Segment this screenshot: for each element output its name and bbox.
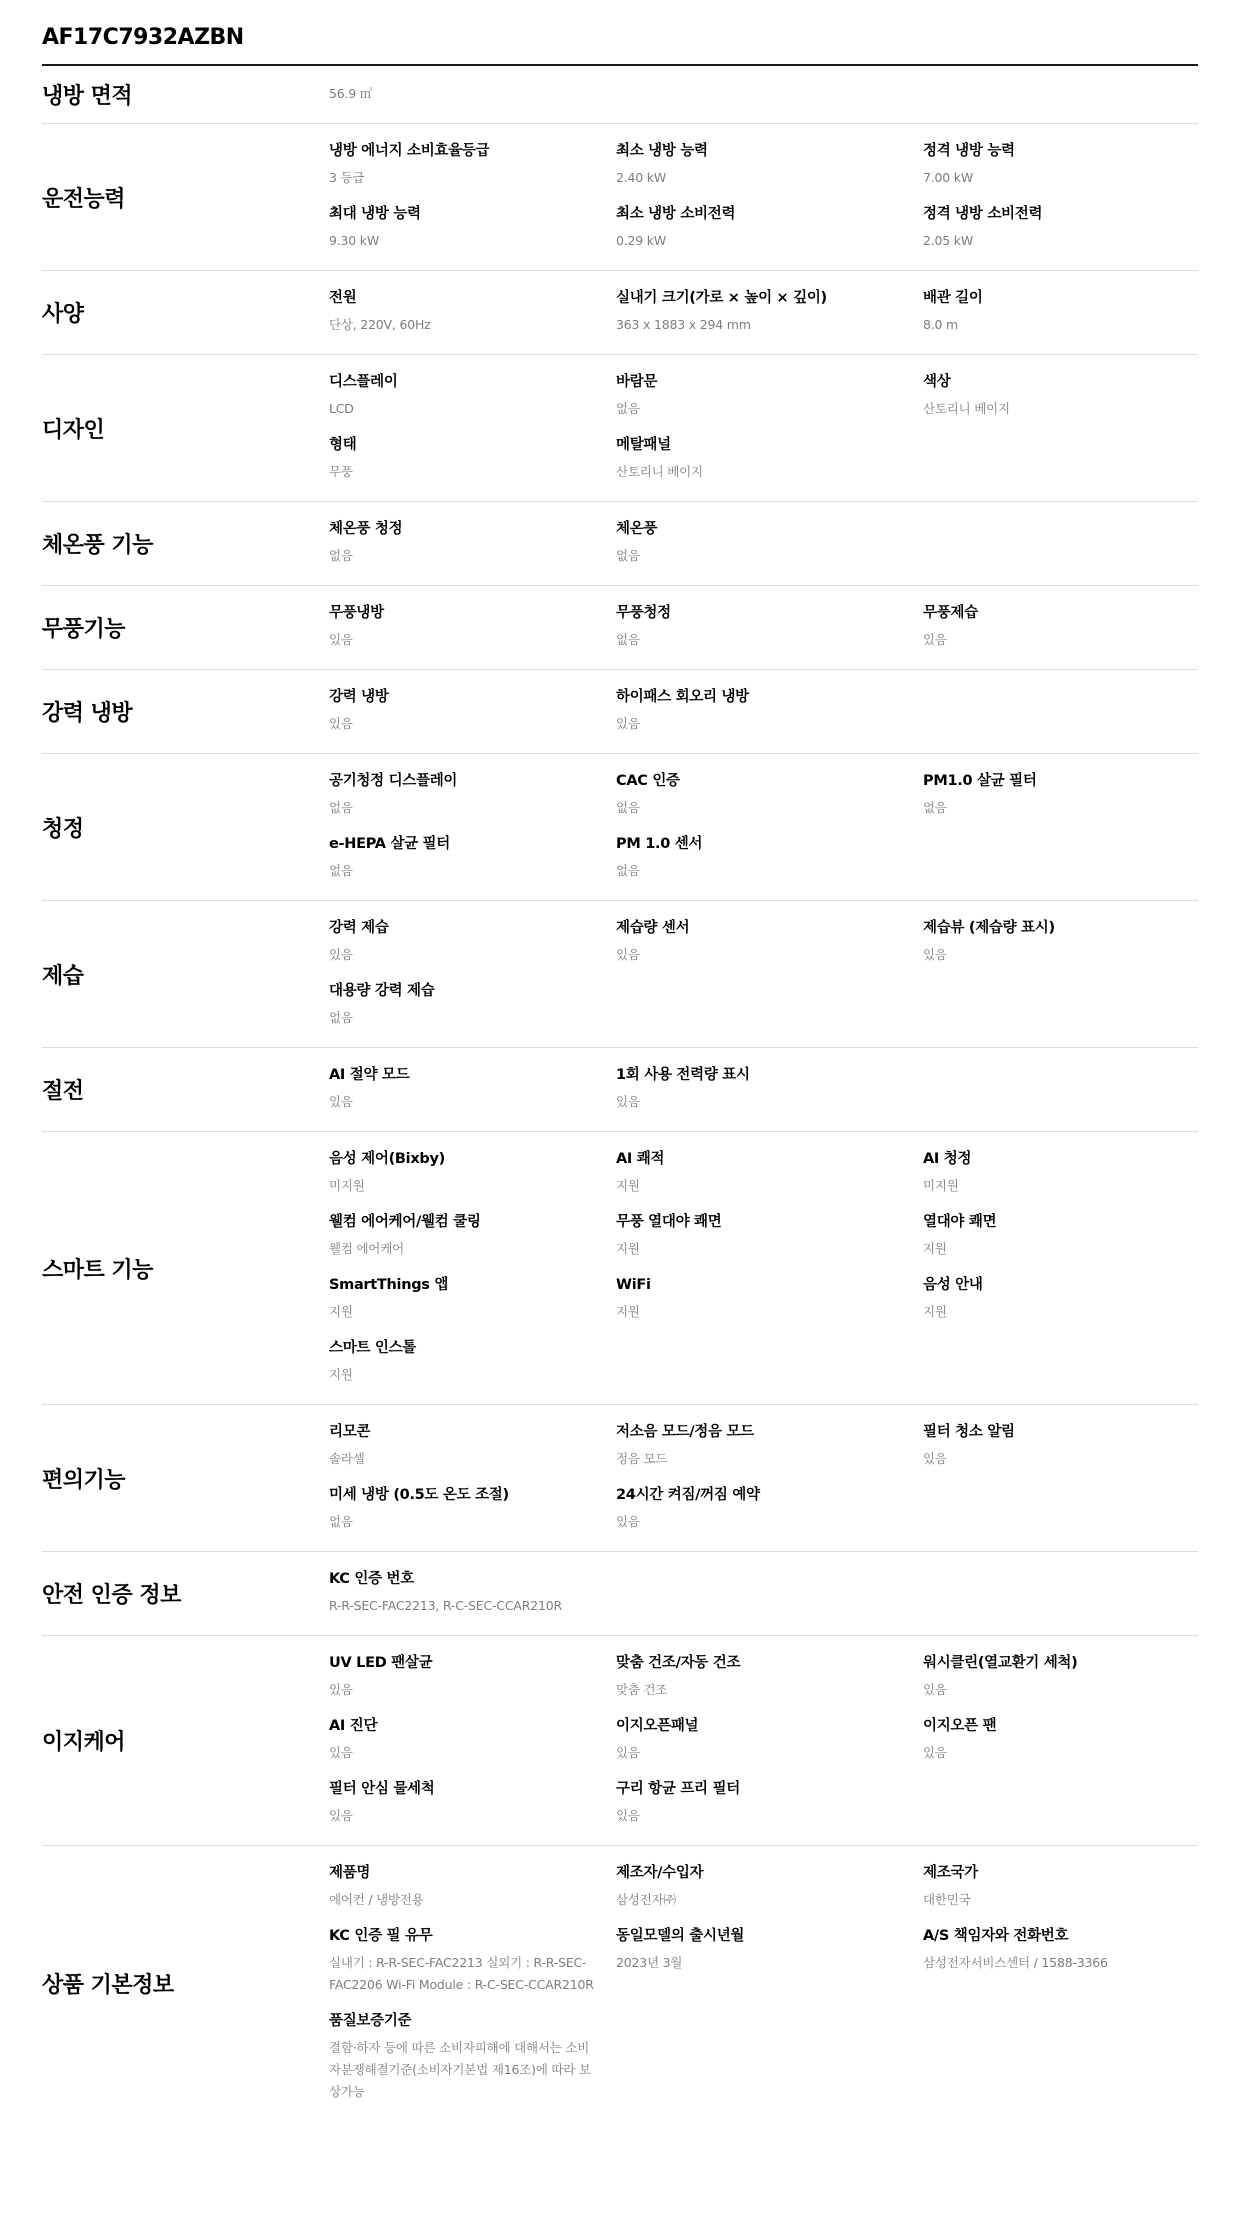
spec-item: [923, 1652, 1210, 1701]
spec-label: KC 인증 번호: [329, 1571, 414, 1587]
spec-label: AI 절약 모드: [329, 1067, 410, 1083]
spec-section: [42, 502, 1198, 586]
spec-label: 대용량 강력 제습: [329, 983, 435, 999]
spec-label: 제습뷰 (제습량 표시): [923, 920, 1055, 936]
section-title: 디자인: [42, 417, 105, 443]
spec-item: [329, 770, 616, 819]
spec-label: 품질보증기준: [329, 2013, 412, 2029]
spec-label: KC 인증 필 유무: [329, 1928, 433, 1944]
spec-label: CAC 인증: [616, 773, 680, 789]
spec-grid: [329, 124, 1210, 270]
spec-value: 단상, 220V, 60Hz: [329, 317, 431, 332]
spec-value: 없음: [616, 863, 640, 878]
spec-item: [329, 518, 616, 567]
section-title: 냉방 면적: [42, 84, 133, 109]
spec-item: [329, 140, 616, 189]
spec-item: [616, 140, 923, 189]
spec-label: 배관 길이: [923, 290, 983, 306]
section-title: 무풍기능: [42, 617, 126, 642]
spec-value: 56.9 ㎡: [329, 86, 373, 101]
spec-item: [329, 1778, 616, 1827]
spec-label: 형태: [329, 437, 357, 453]
spec-label: 무풍청정: [616, 605, 671, 621]
spec-label: UV LED 팬살균: [329, 1655, 433, 1671]
spec-value: 있음: [616, 947, 640, 962]
spec-grid: [329, 271, 1210, 354]
spec-label: 필터 청소 알림: [923, 1424, 1015, 1440]
spec-value: 지원: [616, 1178, 640, 1193]
section-title: 청정: [42, 816, 84, 842]
spec-section: [42, 1132, 1198, 1405]
spec-section: [42, 901, 1198, 1048]
spec-label: PM 1.0 센서: [616, 836, 703, 852]
spec-value: 웰컴 에어케어: [329, 1241, 405, 1256]
spec-item: [616, 1484, 923, 1533]
spec-value: 있음: [923, 632, 947, 647]
spec-item: [329, 1211, 616, 1260]
spec-label: 바람문: [616, 374, 658, 390]
spec-item: [329, 1274, 616, 1323]
spec-value: 삼성전자㈜: [616, 1892, 676, 1907]
spec-section: [42, 271, 1198, 355]
spec-value: LCD: [329, 401, 354, 416]
spec-label: 체온풍: [616, 521, 658, 537]
spec-label: 동일모델의 출시년월: [616, 1928, 745, 1944]
spec-value: 무풍: [329, 464, 353, 479]
spec-item: [616, 287, 923, 336]
spec-label: WiFi: [616, 1277, 651, 1293]
spec-value: 있음: [329, 716, 353, 731]
spec-item: [923, 602, 1210, 651]
spec-value: 있음: [923, 1745, 947, 1760]
spec-value: 지원: [329, 1367, 353, 1382]
spec-item: [329, 917, 616, 966]
spec-grid: [329, 901, 1210, 1047]
spec-item: [329, 1148, 616, 1197]
spec-value: 지원: [616, 1304, 640, 1319]
spec-label: SmartThings 앱: [329, 1277, 449, 1293]
spec-value: 있음: [329, 1808, 353, 1823]
spec-value: 있음: [329, 1682, 353, 1697]
spec-value: 지원: [616, 1241, 640, 1256]
spec-value: 없음: [329, 800, 353, 815]
spec-grid: [329, 670, 1210, 753]
spec-item: [616, 203, 923, 252]
spec-label: 열대야 쾌면: [923, 1214, 997, 1230]
spec-label: 무풍제습: [923, 605, 978, 621]
spec-item: [616, 1064, 923, 1113]
spec-item: [923, 1211, 1210, 1260]
spec-item: [923, 287, 1210, 336]
spec-label: 필터 안심 물세척: [329, 1781, 435, 1797]
spec-grid: [329, 1552, 1210, 1635]
spec-label: 구리 항균 프리 필터: [616, 1781, 740, 1797]
spec-section: [42, 1636, 1198, 1846]
spec-item: [923, 1925, 1210, 1996]
spec-item: [616, 1652, 923, 1701]
spec-item: [329, 1484, 616, 1533]
spec-value: 없음: [329, 863, 353, 878]
spec-value: 2.05 kW: [923, 233, 974, 248]
spec-section: [42, 586, 1198, 670]
spec-item: [329, 434, 616, 483]
spec-value: 있음: [616, 1094, 640, 1109]
model-title: AF17C7932AZBN: [42, 25, 244, 50]
spec-value: 산토리니 베이지: [923, 401, 1010, 416]
spec-grid: [329, 586, 1210, 669]
spec-item: [616, 1421, 923, 1470]
spec-item: [923, 1421, 1210, 1470]
spec-item: [616, 602, 923, 651]
spec-item: [329, 1064, 616, 1113]
spec-item: [616, 371, 923, 420]
spec-label: 무풍냉방: [329, 605, 384, 621]
spec-section: [42, 124, 1198, 271]
spec-item: [616, 1925, 923, 1996]
spec-value: 없음: [616, 800, 640, 815]
spec-label: 스마트 인스톨: [329, 1340, 416, 1356]
spec-section: [42, 66, 1198, 124]
spec-grid: [329, 66, 1210, 123]
spec-item: [923, 917, 1210, 966]
spec-label: 공기청정 디스플레이: [329, 773, 458, 789]
spec-grid: [329, 355, 1210, 501]
section-title: 스마트 기능: [42, 1257, 153, 1283]
spec-value: 지원: [923, 1304, 947, 1319]
spec-label: AI 청정: [923, 1151, 972, 1167]
spec-item: [923, 203, 1210, 252]
spec-value: 9.30 kW: [329, 233, 380, 248]
spec-value: 없음: [329, 1514, 353, 1529]
section-title: 강력 냉방: [42, 701, 133, 726]
spec-item: [923, 140, 1210, 189]
spec-label: 최소 냉방 소비전력: [616, 206, 736, 222]
spec-value: 없음: [616, 632, 640, 647]
section-title: 사양: [42, 302, 84, 327]
spec-value: 미지원: [923, 1178, 959, 1193]
spec-label: 정격 냉방 소비전력: [923, 206, 1043, 222]
spec-item: [616, 1274, 923, 1323]
spec-label: 제조국가: [923, 1865, 978, 1881]
spec-value: 없음: [329, 548, 353, 563]
spec-value: 있음: [329, 1094, 353, 1109]
spec-item: [329, 1337, 616, 1386]
spec-label: 최소 냉방 능력: [616, 143, 708, 159]
spec-label: AI 진단: [329, 1718, 378, 1734]
spec-value: 미지원: [329, 1178, 365, 1193]
spec-value: 없음: [616, 548, 640, 563]
spec-value: 없음: [616, 401, 640, 416]
spec-item: [329, 1862, 616, 1911]
spec-value: 있음: [616, 1514, 640, 1529]
spec-item: [616, 518, 923, 567]
spec-section: [42, 355, 1198, 502]
spec-item: [329, 371, 616, 420]
spec-value: 3 등급: [329, 170, 365, 185]
spec-item: [616, 833, 923, 882]
section-title: 이지케어: [42, 1730, 126, 1755]
section-title: 상품 기본정보: [42, 1973, 174, 1998]
spec-label: 제조자/수입자: [616, 1865, 704, 1881]
spec-label: AI 쾌적: [616, 1151, 665, 1167]
spec-value: 있음: [923, 1682, 947, 1697]
spec-item: [329, 602, 616, 651]
spec-value: 2.40 kW: [616, 170, 667, 185]
spec-value: 에어컨 / 냉방전용: [329, 1892, 424, 1907]
section-title: 안전 인증 정보: [42, 1583, 181, 1608]
spec-section: [42, 670, 1198, 754]
spec-value: 대한민국: [923, 1892, 971, 1907]
spec-value: 정음 모드: [616, 1451, 668, 1466]
spec-label: 리모콘: [329, 1424, 371, 1440]
spec-item: [329, 1715, 616, 1764]
spec-item: [329, 287, 616, 336]
spec-label: 전원: [329, 290, 357, 306]
spec-label: PM1.0 살균 필터: [923, 773, 1037, 789]
spec-label: 맞춤 건조/자동 건조: [616, 1655, 741, 1671]
spec-value: 8.0 m: [923, 317, 959, 332]
spec-label: 음성 제어(Bixby): [329, 1151, 445, 1167]
spec-item: [616, 686, 923, 735]
spec-label: 웰컴 에어케어/웰컴 쿨링: [329, 1214, 481, 1230]
spec-item: [329, 1568, 616, 1617]
spec-section: [42, 1846, 1198, 2121]
spec-grid: [329, 502, 1210, 585]
spec-value: 0.29 kW: [616, 233, 667, 248]
spec-item: [329, 2010, 616, 2103]
spec-value: 363 x 1883 x 294 mm: [616, 317, 751, 332]
spec-sections: [42, 66, 1198, 2121]
spec-grid: [329, 1132, 1210, 1404]
spec-label: 실내기 크기(가로 × 높이 × 깊이): [616, 290, 827, 306]
spec-grid: [329, 1048, 1210, 1131]
spec-label: 냉방 에너지 소비효율등급: [329, 143, 490, 159]
spec-label: 강력 냉방: [329, 689, 389, 705]
spec-item: [923, 1715, 1210, 1764]
spec-item: [616, 917, 923, 966]
spec-item: [329, 1421, 616, 1470]
spec-section: [42, 1552, 1198, 1636]
section-title: 제습: [42, 963, 84, 989]
spec-item: [616, 434, 923, 483]
spec-value: 없음: [329, 1010, 353, 1025]
spec-label: 이지오픈 팬: [923, 1718, 997, 1734]
spec-value: 2023년 3월: [616, 1955, 683, 1970]
spec-item: [923, 1148, 1210, 1197]
spec-grid: [329, 1636, 1210, 1845]
spec-label: 체온풍 청정: [329, 521, 403, 537]
section-title: 운전능력: [42, 186, 126, 212]
spec-section: [42, 1405, 1198, 1552]
spec-grid: [329, 1405, 1210, 1551]
spec-label: 색상: [923, 374, 951, 390]
spec-item: [329, 203, 616, 252]
spec-section: [42, 754, 1198, 901]
spec-item: [616, 1778, 923, 1827]
spec-label: 제품명: [329, 1865, 371, 1881]
spec-value: 있음: [616, 1745, 640, 1760]
spec-label: 제습량 센서: [616, 920, 690, 936]
spec-item: [616, 1715, 923, 1764]
spec-section: [42, 1048, 1198, 1132]
spec-value: 있음: [329, 632, 353, 647]
spec-value: 있음: [329, 1745, 353, 1760]
spec-label: 강력 제습: [329, 920, 389, 936]
spec-value: 있음: [923, 1451, 947, 1466]
spec-value: 있음: [923, 947, 947, 962]
spec-value: 있음: [616, 716, 640, 731]
spec-value: R-R-SEC-FAC2213, R-C-SEC-CCAR210R: [329, 1598, 562, 1613]
spec-value: 산토리니 베이지: [616, 464, 703, 479]
spec-value: 7.00 kW: [923, 170, 974, 185]
spec-label: 음성 안내: [923, 1277, 983, 1293]
spec-grid: [329, 1846, 1210, 2121]
spec-grid: [329, 754, 1210, 900]
spec-value: 있음: [329, 947, 353, 962]
spec-item: [329, 980, 616, 1029]
spec-item: [616, 1211, 923, 1260]
section-title: 절전: [42, 1079, 84, 1104]
spec-label: 미세 냉방 (0.5도 온도 조절): [329, 1487, 509, 1503]
spec-label: 하이패스 회오리 냉방: [616, 689, 749, 705]
spec-item: [329, 686, 616, 735]
spec-label: 24시간 켜짐/꺼짐 예약: [616, 1487, 760, 1503]
spec-value: 없음: [923, 800, 947, 815]
section-title: 편의기능: [42, 1467, 126, 1493]
spec-value: 결함·하자 등에 따른 소비자피해에 대해서는 소비자분쟁해결기준(소비자기본법 제16조)에 따라 보상가능: [329, 2040, 591, 2099]
spec-value: 지원: [329, 1304, 353, 1319]
spec-label: e-HEPA 살균 필터: [329, 836, 450, 852]
spec-value: 삼성전자서비스센터 / 1588-3366: [923, 1955, 1108, 1970]
spec-value: 솔라셀: [329, 1451, 365, 1466]
spec-label: 디스플레이: [329, 374, 398, 390]
spec-item: [923, 1274, 1210, 1323]
spec-label: A/S 책임자와 전화번호: [923, 1928, 1069, 1944]
spec-item: [923, 1862, 1210, 1911]
spec-label: 메탈패널: [616, 437, 671, 453]
spec-item: [329, 833, 616, 882]
section-title: 체온풍 기능: [42, 533, 153, 558]
spec-label: 최대 냉방 능력: [329, 206, 421, 222]
spec-label: 이지오픈패널: [616, 1718, 699, 1734]
spec-item: [329, 1652, 616, 1701]
spec-label: 저소음 모드/정음 모드: [616, 1424, 754, 1440]
spec-item: [616, 1862, 923, 1911]
spec-value: 지원: [923, 1241, 947, 1256]
spec-item: [616, 1148, 923, 1197]
spec-label: 정격 냉방 능력: [923, 143, 1015, 159]
spec-label: 1회 사용 전력량 표시: [616, 1067, 750, 1083]
spec-value: 실내기 : R-R-SEC-FAC2213 실외기 : R-R-SEC-FAC2206 Wi-Fi Module : R-C-SEC-CCAR210R: [329, 1955, 594, 1992]
spec-item: [923, 770, 1210, 819]
spec-item: [329, 83, 616, 105]
spec-item: [923, 371, 1210, 420]
spec-label: 무풍 열대야 쾌면: [616, 1214, 722, 1230]
spec-item: [329, 1925, 616, 1996]
spec-value: 맞춤 건조: [616, 1682, 668, 1697]
spec-label: 워시클린(열교환기 세척): [923, 1655, 1078, 1671]
spec-item: [616, 770, 923, 819]
spec-value: 있음: [616, 1808, 640, 1823]
